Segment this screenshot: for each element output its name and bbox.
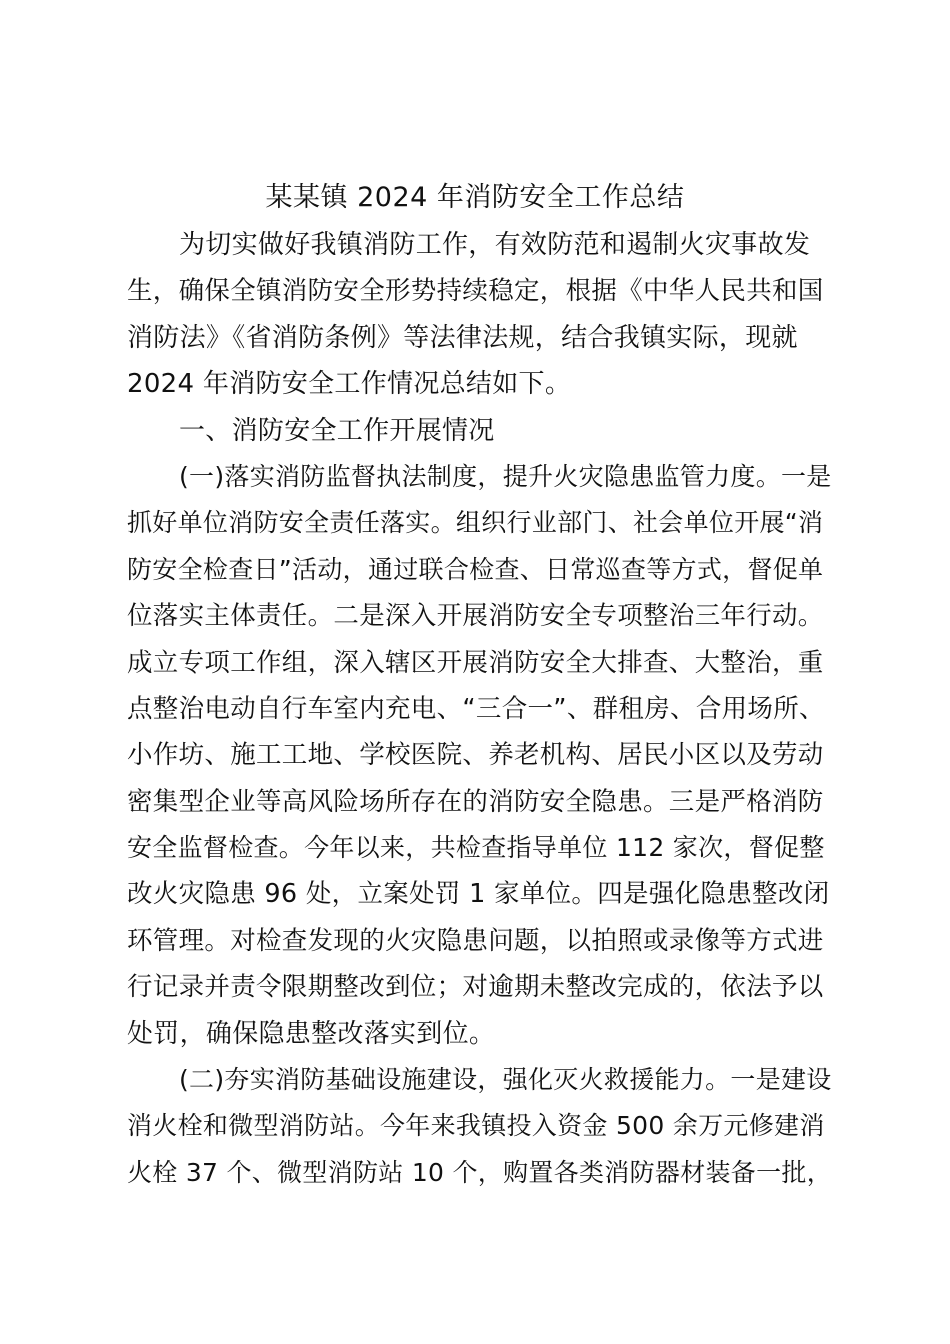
text-line: 为切实做好我镇消防工作，有效防范和遏制火灾事故发 bbox=[179, 230, 811, 260]
text-line: 2024 年消防安全工作情况总结如下。 bbox=[127, 369, 572, 400]
text-line: 成立专项工作组，深入辖区开展消防安全大排查、大整治，重 bbox=[127, 647, 824, 678]
text-line: 消防法》《省消防条例》等法律法规，结合我镇实际，现就 bbox=[127, 322, 798, 353]
text-line: 一、消防安全工作开展情况 bbox=[179, 415, 495, 446]
text-line: 抓好单位消防安全责任落实。组织行业部门、社会单位开展“消 bbox=[127, 508, 824, 538]
text-line: 火栓 37 个、微型消防站 10 个，购置各类消防器材装备一批， bbox=[127, 1157, 833, 1187]
text-line: 防安全检查日”活动，通过联合检查、日常巡查等方式，督促单 bbox=[127, 554, 824, 584]
text-line: 改火灾隐患 96 处，立案处罚 1 家单位。四是强化隐患整改闭 bbox=[127, 879, 830, 910]
text-line: 生，确保全镇消防安全形势持续稳定，根据《中华人民共和国 bbox=[127, 276, 824, 307]
document-title: 某某镇 2024 年消防安全工作总结 bbox=[265, 182, 685, 213]
text-line: 环管理。对检查发现的火灾隐患问题，以拍照或录像等方式进 bbox=[127, 925, 824, 956]
text-line: 位落实主体责任。二是深入开展消防安全专项整治三年行动。 bbox=[127, 601, 824, 632]
text-line: 小作坊、施工工地、学校医院、养老机构、居民小区以及劳动 bbox=[127, 740, 824, 771]
text-line: (一)落实消防监督执法制度，提升火灾隐患监管力度。一是 bbox=[179, 461, 832, 491]
text-line: 安全监督检查。今年以来，共检查指导单位 112 家次，督促整 bbox=[127, 833, 825, 863]
text-line: 行记录并责令限期整改到位；对逾期未整改完成的，依法予以 bbox=[127, 972, 824, 1003]
text-line: 密集型企业等高风险场所存在的消防安全隐患。三是严格消防 bbox=[127, 786, 824, 817]
text-line: (二)夯实消防基础设施建设，强化灭火救援能力。一是建设 bbox=[179, 1065, 832, 1095]
text-line: 消火栓和微型消防站。今年来我镇投入资金 500 余万元修建消 bbox=[127, 1111, 825, 1141]
document-body bbox=[127, 222, 832, 1196]
text-line: 点整治电动自行车室内充电、“三合一”、群租房、合用场所、 bbox=[127, 693, 825, 724]
text-line: 处罚，确保隐患整改落实到位。 bbox=[127, 1018, 496, 1049]
